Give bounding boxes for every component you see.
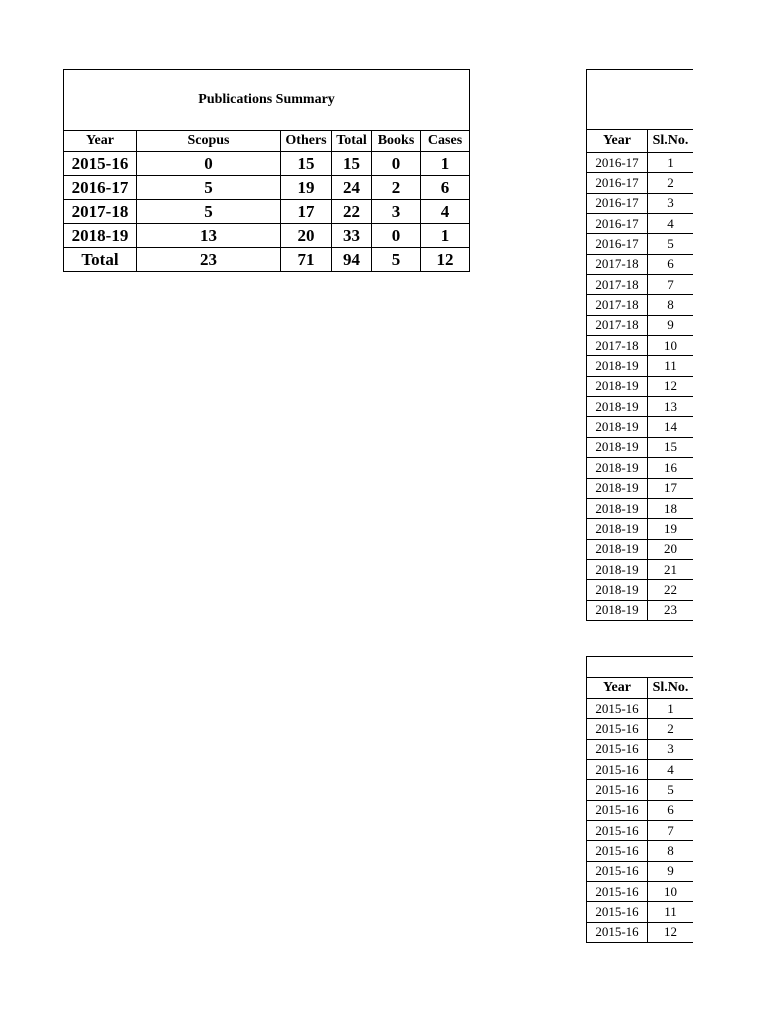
table-cell: 2018-19 [587, 458, 648, 478]
table-cell: 7 [648, 821, 694, 841]
table-row [587, 498, 694, 518]
table-cell: 2016-17 [587, 214, 648, 234]
table-cell: 8 [648, 295, 694, 315]
table-row [587, 315, 694, 335]
table-row [587, 254, 694, 274]
table-cell: 9 [648, 861, 694, 881]
table-cell: 18 [648, 498, 694, 518]
table-cell: 2018-19 [587, 478, 648, 498]
table-cell: 19 [281, 176, 332, 200]
table-cell: 7 [648, 275, 694, 295]
header-total: Total [332, 131, 372, 152]
list1-title-cell [587, 70, 694, 130]
table-cell: 0 [372, 152, 421, 176]
table-cell: 2018-19 [587, 437, 648, 457]
table-cell: 2017-18 [587, 254, 648, 274]
table-cell: 19 [648, 519, 694, 539]
table-cell: 20 [648, 539, 694, 559]
table-cell: 15 [648, 437, 694, 457]
table-cell: 9 [648, 315, 694, 335]
table-row [64, 176, 470, 200]
table-cell: 2015-16 [587, 902, 648, 922]
table-cell: 6 [421, 176, 470, 200]
table-cell: 15 [281, 152, 332, 176]
table-cell: 1 [648, 153, 694, 173]
table-row [587, 861, 694, 881]
table-cell: 2015-16 [587, 760, 648, 780]
table-row [587, 719, 694, 739]
table-cell: 24 [332, 176, 372, 200]
table-row [587, 780, 694, 800]
table-cell: 2018-19 [587, 519, 648, 539]
table-row [587, 600, 694, 620]
table-cell: 2018-19 [587, 580, 648, 600]
table-cell: 2016-17 [587, 234, 648, 254]
table-row [64, 224, 470, 248]
publications-list-2015-16 [586, 656, 693, 943]
table-row [587, 295, 694, 315]
table-row [587, 821, 694, 841]
table-cell: 10 [648, 336, 694, 356]
table-cell: 11 [648, 902, 694, 922]
table-cell: 14 [648, 417, 694, 437]
table-row [587, 437, 694, 457]
table-cell: 8 [648, 841, 694, 861]
table-cell: 17 [648, 478, 694, 498]
table-cell: 0 [137, 152, 281, 176]
table-cell: 94 [332, 248, 372, 272]
table-row [587, 539, 694, 559]
table-row [64, 152, 470, 176]
table-cell: 15 [332, 152, 372, 176]
table-cell: 1 [421, 224, 470, 248]
table-row [587, 214, 694, 234]
table-row [587, 699, 694, 719]
table-cell: 2015-16 [587, 861, 648, 881]
table-cell: 22 [332, 200, 372, 224]
publications-summary-table [63, 69, 470, 272]
table-cell: 4 [648, 214, 694, 234]
table-cell: 2016-17 [587, 193, 648, 213]
table-cell: 1 [421, 152, 470, 176]
table-cell: 2017-18 [64, 200, 137, 224]
table-cell: 2015-16 [587, 699, 648, 719]
table-cell: 13 [648, 397, 694, 417]
table-cell: 2015-16 [587, 841, 648, 861]
table-row [587, 397, 694, 417]
summary-title: Publications Summary [64, 70, 470, 131]
table-cell: 5 [372, 248, 421, 272]
list2-header-slno: Sl.No. [648, 678, 694, 699]
table-cell: 5 [648, 234, 694, 254]
header-scopus: Scopus [137, 131, 281, 152]
table-row [587, 800, 694, 820]
table-cell: 2016-17 [64, 176, 137, 200]
table-cell: 2017-18 [587, 275, 648, 295]
table-cell: 12 [421, 248, 470, 272]
table-row [587, 458, 694, 478]
table-cell: 2 [648, 719, 694, 739]
header-year: Year [64, 131, 137, 152]
table-cell: 2015-16 [587, 800, 648, 820]
table-cell: 2016-17 [587, 153, 648, 173]
table-cell: 2015-16 [587, 739, 648, 759]
table-cell: 1 [648, 699, 694, 719]
table-cell: 23 [648, 600, 694, 620]
table-cell: 2015-16 [587, 922, 648, 942]
table-row [587, 902, 694, 922]
table-cell: 6 [648, 800, 694, 820]
table-cell: 2018-19 [587, 356, 648, 376]
table-cell: 3 [648, 739, 694, 759]
table-cell: 4 [648, 760, 694, 780]
table-cell: 0 [372, 224, 421, 248]
list1-header-row [587, 130, 694, 153]
table-cell: 4 [421, 200, 470, 224]
table-cell: 2015-16 [587, 780, 648, 800]
table-cell: 6 [648, 254, 694, 274]
table-row [64, 200, 470, 224]
table-row [587, 922, 694, 942]
table-row [587, 376, 694, 396]
table-cell: 71 [281, 248, 332, 272]
table-row [587, 356, 694, 376]
table-row [587, 173, 694, 193]
table-cell: 2018-19 [587, 539, 648, 559]
table-cell: 10 [648, 882, 694, 902]
table-cell: 20 [281, 224, 332, 248]
table-row [587, 478, 694, 498]
table-cell: 2018-19 [587, 498, 648, 518]
list2-header-row [587, 678, 694, 699]
table-cell: 13 [137, 224, 281, 248]
table-cell: 2015-16 [64, 152, 137, 176]
table-cell: 2016-17 [587, 173, 648, 193]
table-cell: 22 [648, 580, 694, 600]
table-row [587, 580, 694, 600]
table-cell: Total [64, 248, 137, 272]
table-row [587, 417, 694, 437]
table-row [587, 760, 694, 780]
table-cell: 5 [648, 780, 694, 800]
table-cell: 17 [281, 200, 332, 224]
table-cell: 2015-16 [587, 719, 648, 739]
table-row [587, 882, 694, 902]
table-cell: 3 [372, 200, 421, 224]
table-cell: 11 [648, 356, 694, 376]
table-cell: 2015-16 [587, 882, 648, 902]
table-cell: 2018-19 [587, 376, 648, 396]
table-cell: 5 [137, 200, 281, 224]
publications-list-2016-2019 [586, 69, 693, 639]
summary-header-row [64, 131, 470, 152]
table-cell: 33 [332, 224, 372, 248]
table-cell: 2017-18 [587, 336, 648, 356]
table-cell: 2018-19 [587, 397, 648, 417]
table-cell: 23 [137, 248, 281, 272]
table-cell: 2017-18 [587, 315, 648, 335]
table-cell: 16 [648, 458, 694, 478]
table-cell: 2018-19 [587, 417, 648, 437]
list2-title-cell [587, 657, 694, 678]
table-cell: 12 [648, 922, 694, 942]
table-cell: 2018-19 [587, 600, 648, 620]
table-row [587, 559, 694, 579]
table-row [64, 248, 470, 272]
list2-header-year: Year [587, 678, 648, 699]
table-row [587, 275, 694, 295]
table-row [587, 841, 694, 861]
table-cell: 21 [648, 559, 694, 579]
list1-header-slno: Sl.No. [648, 130, 694, 153]
table-cell: 2015-16 [587, 821, 648, 841]
table-cell: 2018-19 [64, 224, 137, 248]
table-row [587, 519, 694, 539]
table-row [587, 234, 694, 254]
list1-header-year: Year [587, 130, 648, 153]
table-cell: 2017-18 [587, 295, 648, 315]
table-row [587, 336, 694, 356]
header-others: Others [281, 131, 332, 152]
table-row [587, 193, 694, 213]
header-books: Books [372, 131, 421, 152]
table-cell: 2018-19 [587, 559, 648, 579]
header-cases: Cases [421, 131, 470, 152]
table-cell: 5 [137, 176, 281, 200]
table-cell: 2 [648, 173, 694, 193]
table-row [587, 153, 694, 173]
table-cell: 12 [648, 376, 694, 396]
table-row [587, 739, 694, 759]
table-cell: 3 [648, 193, 694, 213]
table-cell: 2 [372, 176, 421, 200]
